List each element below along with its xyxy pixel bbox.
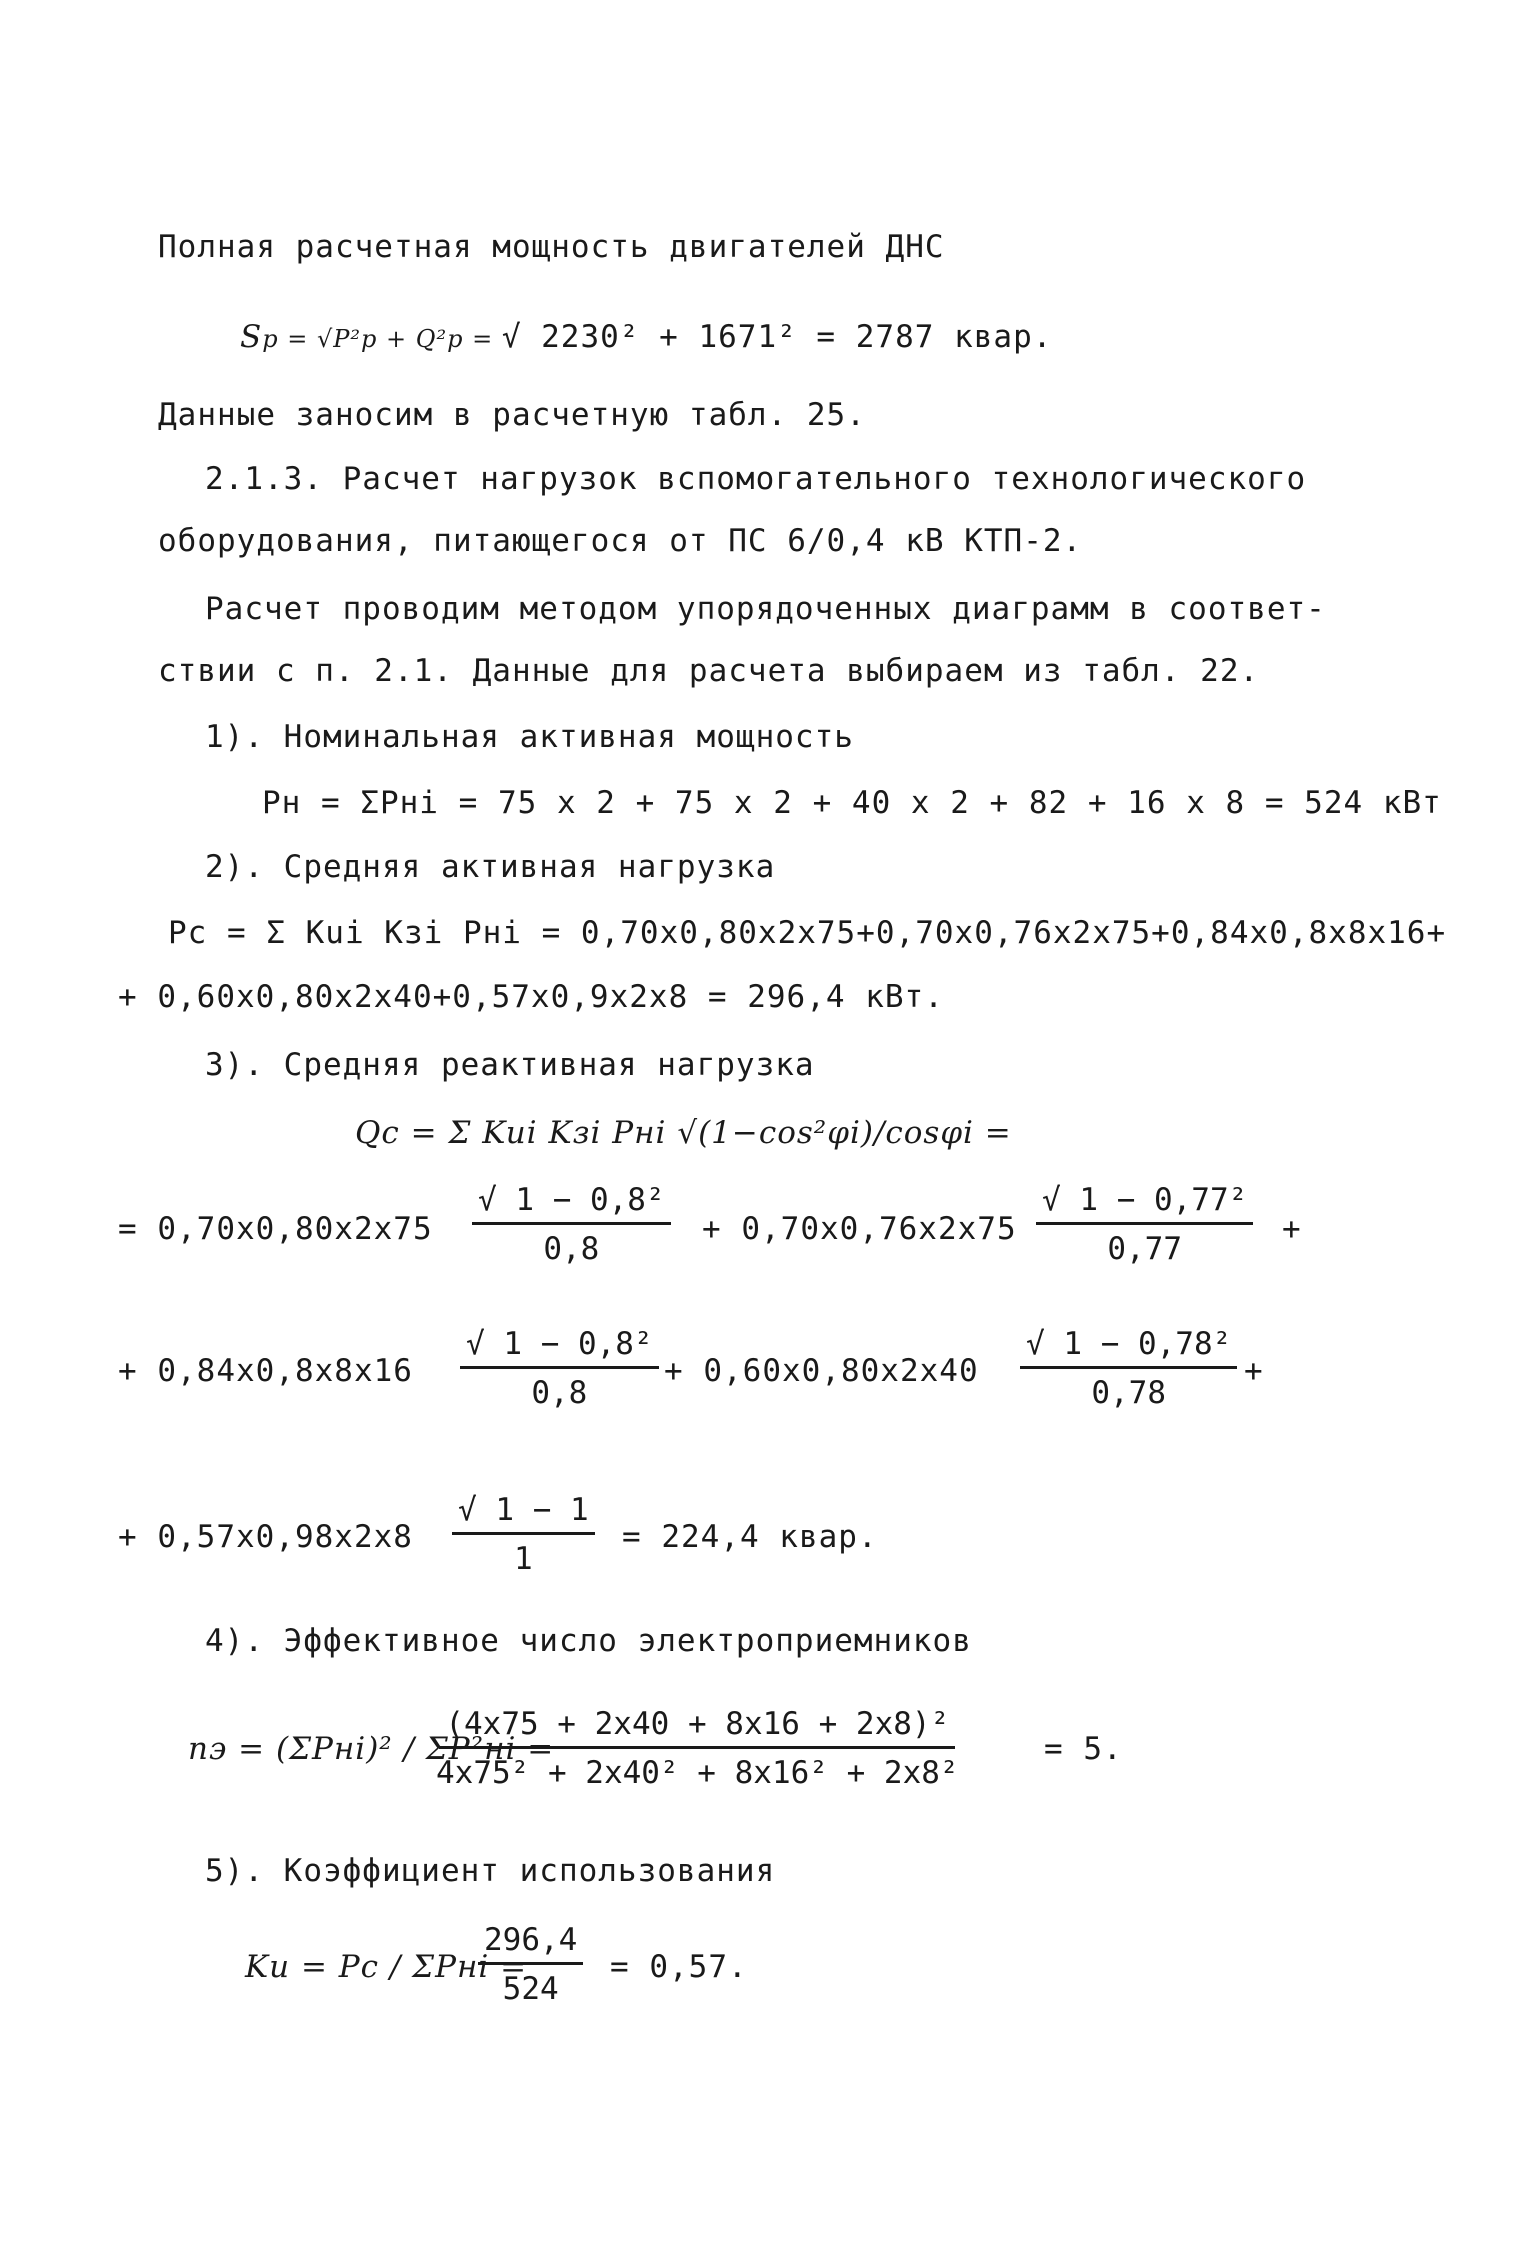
text-line: оборудования, питающегося от ПС 6/0,4 кВ КТП-2. (158, 523, 1083, 559)
text-line: Расчет проводим методом упорядоченных диаграмм в соответ- (205, 591, 1326, 627)
formula-avg-active-cont: + 0,60x0,80x2x40+0,57x0,9x2x8 = 296,4 кВт. (118, 979, 944, 1015)
item-heading: 5). Коэффициент использования (205, 1853, 776, 1889)
item-heading: 4). Эффективное число электроприемников (205, 1623, 972, 1659)
fraction: $\frac{\text{√ 1 − 0,8²}}{0,8}$ (460, 1324, 659, 1413)
formula-lhs: S (240, 319, 263, 355)
item-heading: 2). Средняя активная нагрузка (205, 849, 776, 885)
formula-lhs: nэ = (ΣPнi)² / ΣP²нi = (188, 1731, 555, 1767)
fraction: $\frac{√ 1 - 1}{1}$ (452, 1490, 595, 1579)
formula-avg-reactive: Qс = Σ Kui Kзi Pнi √(1−cos²φi)/cosφi = (355, 1115, 1012, 1151)
fraction: $\frac{\text{√ 1 − 0,8²}}{0,8}$ (472, 1180, 671, 1269)
item-heading: 1). Номинальная активная мощность (205, 719, 854, 755)
text-line: Данные заносим в расчетную табл. 25. (158, 397, 866, 433)
formula-term: + (1244, 1353, 1264, 1389)
formula-lhs: Kи = Pс / ΣPнi = (245, 1949, 528, 1985)
formula-full-power: Sр = √P²р + Q²р = √ 2230² + 1671² = 2787 квар. (240, 319, 1053, 355)
text-line: Полная расчетная мощность двигателей ДНС (158, 229, 945, 265)
formula-term: + 0,57x0,98x2x8 (118, 1519, 413, 1555)
formula-term: + 0,70x0,76x2x75 (702, 1211, 1017, 1247)
formula-term: + 0,60x0,80x2x40 (664, 1353, 979, 1389)
formula-avg-active: Pс = Σ Kui Kзi Pнi = 0,70x0,80x2x75+0,70x0,76x2x75+0,84x0,8x8x16+ (168, 915, 1447, 951)
formula-result: = 5. (1044, 1731, 1123, 1767)
formula-nominal-power: Pн = ΣPнi = 75 x 2 + 75 x 2 + 40 x 2 + 82 + 16 x 8 = 524 кВт (262, 785, 1442, 821)
item-heading: 3). Средняя реактивная нагрузка (205, 1047, 815, 1083)
formula-term: = 0,70x0,80x2x75 (118, 1211, 433, 1247)
formula-term: + 0,84x0,8x8x16 (118, 1353, 413, 1389)
formula-term: + (1282, 1211, 1302, 1247)
formula-result: = 224,4 квар. (622, 1519, 878, 1555)
fraction: $\frac{\text{√ 1 − 0,77²}}{0,77}$ (1036, 1180, 1253, 1269)
fraction: $\frac{\text{√ 1 − 0,78²}}{0,78}$ (1020, 1324, 1237, 1413)
text-line: ствии с п. 2.1. Данные для расчета выбираем из табл. 22. (158, 653, 1260, 689)
formula-result: = 0,57. (610, 1949, 748, 1985)
section-heading: 2.1.3. Расчет нагрузок вспомогательного технологического (205, 461, 1307, 497)
formula-rhs: √ 2230² + 1671² = 2787 квар. (501, 319, 1053, 355)
fraction: $\frac{296,4}{524}$ (478, 1920, 583, 2009)
fraction: $\frac{\text{(4x75 + 2x40 + 8x16 + 2x8)²}}{\text{4x75² + 2x40² + 8x16² + 2x8²}}$ (436, 1706, 959, 1791)
